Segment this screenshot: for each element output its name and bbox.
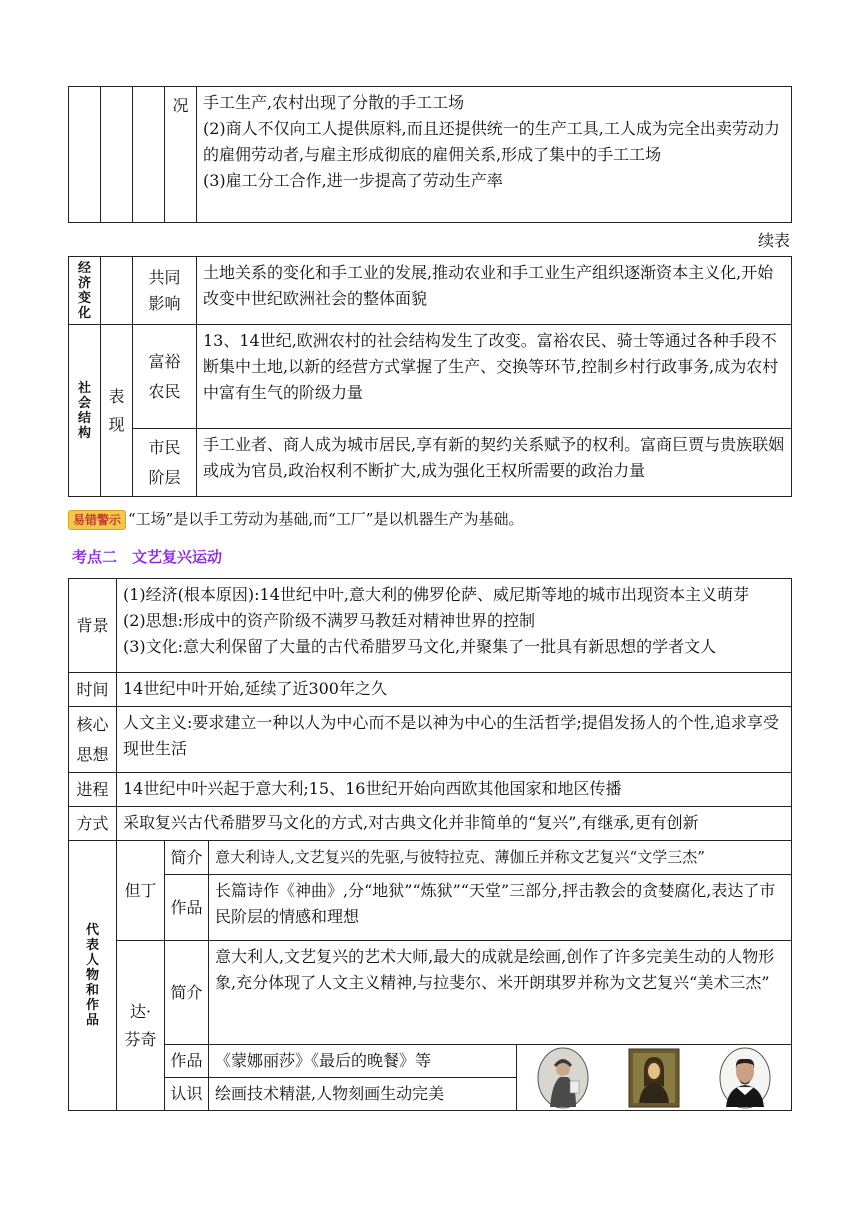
dante-name: 但丁 — [117, 841, 165, 941]
intro-label: 简介 — [165, 941, 209, 1045]
time-text: 14世纪中叶开始,延续了近300年之久 — [117, 673, 792, 707]
shared-label: 共同影响 — [148, 267, 181, 313]
section-title: 考点二 文艺复兴运动 — [72, 548, 223, 566]
rich-text: 13、14世纪,欧洲农村的社会结构发生了改变。富裕农民、骑士等通过各种手段不断集中土地,以新的经营方式掌握了生产、交换等环节,控制乡村行政事务,成为农村中富有生气的阶级力量 — [197, 325, 792, 429]
dante-intro: 意大利诗人,文艺复兴的先驱,与彼特拉克、薄伽丘并称文艺复兴“文学三杰” — [209, 841, 792, 875]
davinci-intro: 意大利人,文艺复兴的艺术大师,最大的成就是绘画,创作了许多完美生动的人物形象,充分体现了人文主义精神,与拉斐尔、米开朗琪罗并称为文艺复兴“美术三杰” — [209, 941, 792, 1045]
table-social-structure — [68, 256, 792, 497]
time-label: 时间 — [69, 673, 117, 707]
rep-header: 代表人物和作品 — [85, 923, 99, 1028]
davinci-name: 达·芬奇 — [124, 1001, 157, 1049]
method-label: 方式 — [69, 807, 117, 841]
mona-lisa-image — [627, 1047, 681, 1109]
core-label: 核心思想 — [76, 714, 109, 764]
text-line: (2)思想:形成中的资产阶级不满罗马教廷对精神世界的控制 — [123, 611, 536, 630]
text-line: (3)文化:意大利保留了大量的古代希腊罗马文化,并聚集了一批具有新思想的学者文人 — [123, 637, 717, 656]
citizen-label-cell — [133, 429, 197, 497]
text-line: (2)商人不仅向工人提供原料,而且还提供统一的生产工具,工人成为完全出卖劳动力的雇佣劳动者,与雇主形成彻底的雇佣关系,形成了集中的手工工场 — [203, 119, 780, 164]
citizen-label: 市民阶层 — [148, 437, 181, 487]
empty-cell — [101, 257, 133, 325]
empty-cell — [101, 87, 133, 223]
rich-label: 富裕农民 — [148, 351, 181, 401]
davinci-recog: 绘画技术精湛,人物刻画生动完美 — [209, 1078, 517, 1111]
davinci-name-cell — [117, 941, 165, 1111]
method-text: 采取复兴古代希腊罗马文化的方式,对古典文化并非简单的“复兴”,有继承,更有创新 — [117, 807, 792, 841]
dante-portrait-image — [536, 1047, 590, 1109]
progress-text: 14世纪中叶兴起于意大利;15、16世纪开始向西欧其他国家和地区传播 — [117, 773, 792, 807]
recog-label: 认识 — [165, 1078, 209, 1111]
dante-works: 长篇诗作《神曲》,分“地狱”“炼狱”“天堂”三部分,抨击教会的贪婪腐化,表达了市民阶层的情感和理想 — [209, 875, 792, 941]
table-continuation — [68, 86, 792, 223]
shakespeare-portrait-image — [718, 1047, 772, 1109]
manifest-cell — [101, 325, 133, 497]
manifest-label: 表现 — [108, 386, 125, 434]
social-header: 社会结构 — [77, 380, 91, 441]
works-label: 作品 — [165, 1045, 209, 1078]
content-cell — [197, 87, 792, 223]
social-header-cell — [69, 325, 101, 497]
text-line: 手工生产,农村出现了分散的手工工场 — [203, 93, 465, 112]
bg-label: 背景 — [69, 579, 117, 673]
warning-text: “工场”是以手工劳动为基础,而“工厂”是以机器生产为基础。 — [128, 510, 524, 528]
shared-label-cell — [133, 257, 197, 325]
text-line: (3)雇工分工合作,进一步提高了劳动生产率 — [203, 171, 503, 190]
warning-badge: 易错警示 — [68, 510, 126, 530]
works-label: 作品 — [165, 875, 209, 941]
intro-label: 简介 — [165, 841, 209, 875]
rich-label-cell — [133, 325, 197, 429]
bg-content — [117, 579, 792, 673]
warning-note — [68, 507, 523, 531]
progress-label: 进程 — [69, 773, 117, 807]
continued-label: 续表 — [757, 231, 790, 250]
row-label: 况 — [165, 87, 197, 223]
core-label-cell — [69, 707, 117, 773]
portrait-cell — [517, 1045, 792, 1111]
empty-cell — [133, 87, 165, 223]
text-line: (1)经济(根本原因):14世纪中叶,意大利的佛罗伦萨、威尼斯等地的城市出现资本主义萌芽 — [123, 585, 749, 604]
table-renaissance — [68, 578, 792, 1111]
empty-cell — [69, 87, 101, 223]
rep-header-cell — [69, 841, 117, 1111]
econ-header: 经济变化 — [77, 260, 91, 321]
citizen-text: 手工业者、商人成为城市居民,享有新的契约关系赋予的权利。富商巨贾与贵族联姻或成为官员,政治权利不断扩大,成为强化王权所需要的政治力量 — [197, 429, 792, 497]
econ-header-cell — [69, 257, 101, 325]
davinci-works: 《蒙娜丽莎》《最后的晚餐》等 — [209, 1045, 517, 1078]
core-text: 人文主义:要求建立一种以人为中心而不是以神为中心的生活哲学;提倡发扬人的个性,追求享受现世生活 — [117, 707, 792, 773]
shared-text: 土地关系的变化和手工业的发展,推动农业和手工业生产组织逐渐资本主义化,开始改变中世纪欧洲社会的整体面貌 — [197, 257, 792, 325]
